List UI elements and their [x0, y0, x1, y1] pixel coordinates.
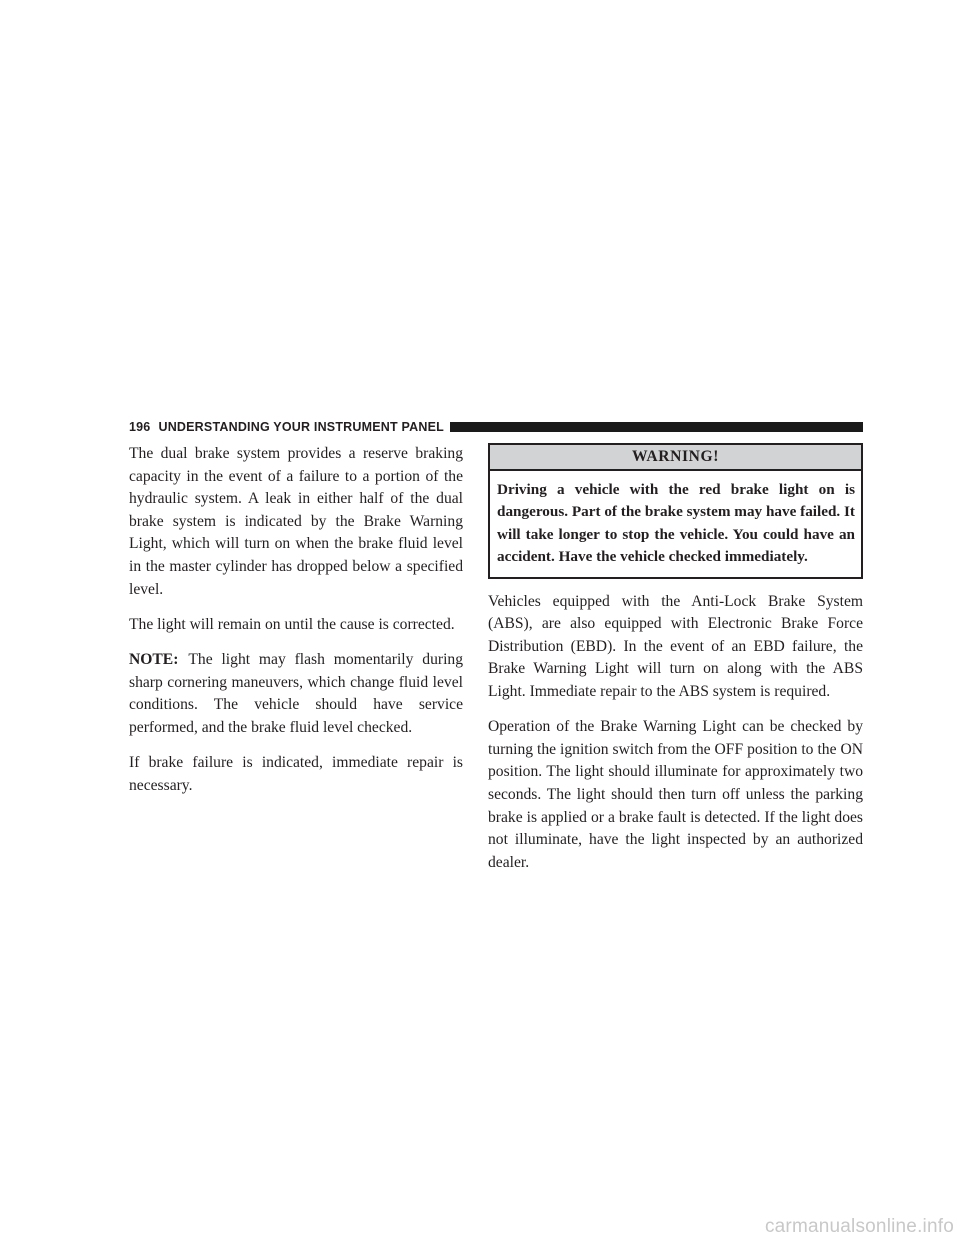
header-rule [450, 422, 863, 432]
right-column [488, 443, 863, 887]
page-header [129, 420, 863, 434]
note-label: NOTE: [129, 650, 179, 668]
warning-title: WARNING! [490, 445, 861, 471]
warning-body: Driving a vehicle with the red brake light on is dangerous. Part of the brake system may have failed. It will take longer to stop the vehicle. You could have an accident. Have the vehicle checked immediately. [497, 481, 855, 566]
abs-ebd-paragraph: Vehicles equipped with the Anti-Lock Brake System (ABS), are also equipped with Electronic Brake Force Distribution (EBD). In the event of an EBD failure, the Brake Warning Light will turn on along with the ABS Light. Immediate repair to the ABS system is required. [488, 592, 863, 700]
dual-brake-paragraph: The dual brake system provides a reserve braking capacity in the event of a failure to a portion of the hydraulic system. A leak in either half of the dual brake system is indicated by the Brake Warning Light, which will turn on when the brake fluid level in the master cylinder has dropped below a specified level. [129, 445, 463, 598]
note-text: The light may flash momentarily during sharp cornering maneuvers, which change fluid level conditions. The vehicle should have service performed, and the brake fluid level checked. [129, 650, 463, 736]
note-paragraph [129, 649, 463, 739]
brake-failure-paragraph: If brake failure is indicated, immediate repair is necessary. [129, 753, 463, 794]
page-number: 196 [129, 420, 151, 434]
operation-check-paragraph: Operation of the Brake Warning Light can be checked by turning the ignition switch from the OFF position to the ON position. The light should illuminate for approximately two seconds. The light should then turn off unless the parking brake is applied or a brake fault is detected. If the light does not illuminate, have the light inspected by an authorized dealer. [488, 718, 863, 871]
warning-box [488, 443, 863, 579]
watermark: carmanualsonline.info [764, 1216, 954, 1237]
section-title: UNDERSTANDING YOUR INSTRUMENT PANEL [158, 420, 444, 434]
light-remains-paragraph: The light will remain on until the cause is corrected. [129, 615, 455, 633]
left-column [129, 443, 463, 810]
